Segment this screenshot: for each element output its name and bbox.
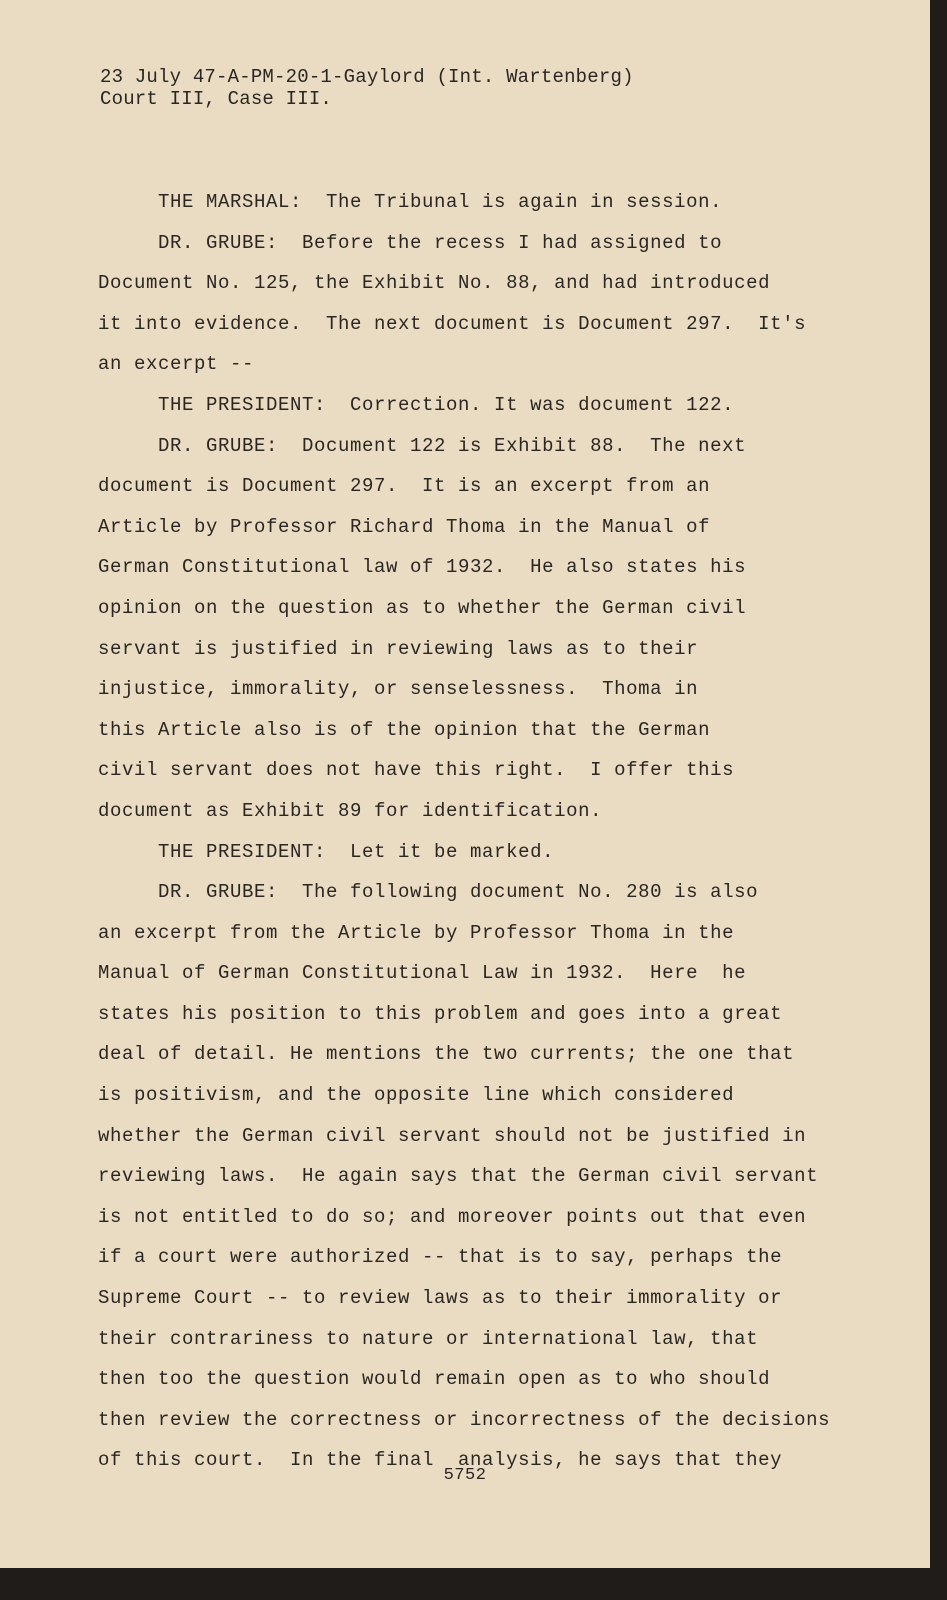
transcript-line: civil servant does not have this right. I offer this bbox=[98, 759, 735, 782]
transcript-line: of this court. In the final analysis, he says that they bbox=[98, 1449, 783, 1472]
header-line-2: Court III, Case III. bbox=[100, 88, 333, 110]
scan-edge-right bbox=[930, 0, 947, 1600]
transcript-line: DR. GRUBE: Document 122 is Exhibit 88. The next bbox=[98, 434, 747, 457]
transcript-line: it into evidence. The next document is Document 297. It's bbox=[98, 312, 807, 335]
document-header bbox=[100, 66, 634, 110]
transcript-line: then too the question would remain open as to who should bbox=[98, 1368, 771, 1391]
transcript-line: is positivism, and the opposite line which considered bbox=[98, 1084, 735, 1107]
transcript-line: DR. GRUBE: The following document No. 280 is also bbox=[98, 881, 759, 904]
transcript-line: German Constitutional law of 1932. He also states his bbox=[98, 556, 747, 579]
transcript-line: states his position to this problem and goes into a great bbox=[98, 1002, 783, 1025]
transcript-line: THE PRESIDENT: Let it be marked. bbox=[98, 840, 555, 863]
transcript-line: an excerpt -- bbox=[98, 353, 255, 376]
transcript-line: whether the German civil servant should not be justified in bbox=[98, 1124, 807, 1147]
transcript-line: document as Exhibit 89 for identification. bbox=[98, 799, 603, 822]
transcript-line: then review the correctness or incorrectness of the decisions bbox=[98, 1408, 831, 1431]
transcript-line: their contrariness to nature or international law, that bbox=[98, 1327, 759, 1350]
transcript-line: is not entitled to do so; and moreover points out that even bbox=[98, 1205, 807, 1228]
transcript-line: deal of detail. He mentions the two currents; the one that bbox=[98, 1043, 795, 1066]
transcript-line: if a court were authorized -- that is to say, perhaps the bbox=[98, 1246, 783, 1269]
transcript-line: this Article also is of the opinion that the German bbox=[98, 718, 711, 741]
transcript-line: Manual of German Constitutional Law in 1932. Here he bbox=[98, 962, 747, 985]
transcript-line: servant is justified in reviewing laws as to their bbox=[98, 637, 699, 660]
transcript-line: Document No. 125, the Exhibit No. 88, and had introduced bbox=[98, 272, 771, 295]
page-number: 5752 bbox=[443, 1466, 487, 1485]
transcript-line: document is Document 297. It is an excerpt from an bbox=[98, 475, 711, 498]
transcript-line: an excerpt from the Article by Professor Thoma in the bbox=[98, 921, 735, 944]
transcript-line: THE MARSHAL: The Tribunal is again in session. bbox=[98, 191, 723, 213]
transcript-line: Article by Professor Richard Thoma in the Manual of bbox=[98, 515, 711, 538]
transcript-line: injustice, immorality, or senselessness. Thoma in bbox=[98, 678, 699, 701]
transcript-line: opinion on the question as to whether the German civil bbox=[98, 596, 747, 619]
transcript-line: DR. GRUBE: Before the recess I had assigned to bbox=[98, 231, 723, 254]
scan-edge-bottom bbox=[0, 1568, 947, 1600]
transcript-body bbox=[98, 182, 838, 1481]
transcript-line: THE PRESIDENT: Correction. It was document 122. bbox=[98, 393, 735, 416]
transcript-line: reviewing laws. He again says that the German civil servant bbox=[98, 1165, 819, 1188]
header-line-1: 23 July 47-A-PM-20-1-Gaylord (Int. Wartenberg) bbox=[100, 66, 634, 88]
transcript-line: Supreme Court -- to review laws as to their immorality or bbox=[98, 1287, 783, 1310]
